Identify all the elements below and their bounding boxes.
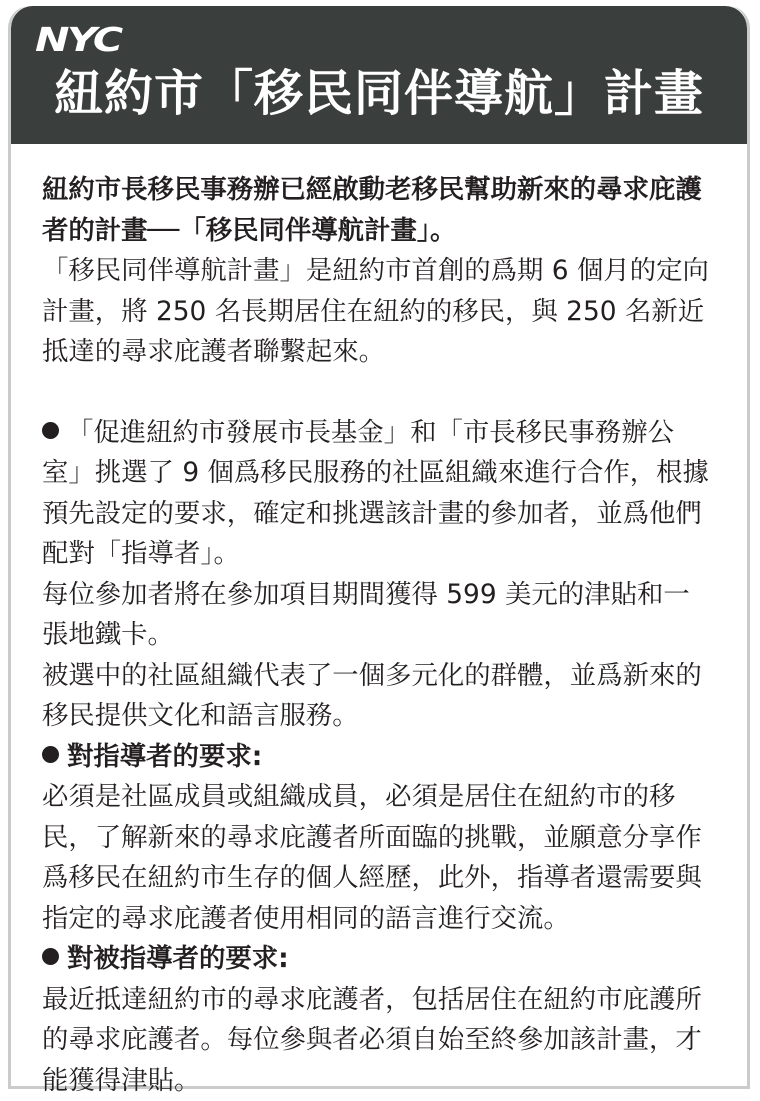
orgs-text: 被選中的社區組織代表了一個多元化的群體，並爲新來的移民提供文化和語言服務。	[42, 656, 712, 737]
bullet-icon	[42, 422, 59, 439]
partners-text: 「促進紐約市發展市長基金」和「市長移民事務辦公室」挑選了 9 個爲移民服務的社區組織來進行合作，根據預先設定的要求，確定和挑選該計畫的參加者，並爲他們配對「指導者」。	[42, 417, 709, 570]
stipend-text: 每位參加者將在參加項目期間獲得 599 美元的津貼和一張地鐵卡。	[42, 575, 712, 656]
partners-item	[42, 413, 712, 575]
spacer	[42, 373, 712, 413]
bullet-icon	[42, 948, 59, 965]
mentee-requirements-heading	[42, 939, 712, 980]
bullet-icon	[42, 746, 59, 763]
header-banner	[11, 6, 747, 144]
intro-lead: 紐約市長移民事務辦已經啟動老移民幫助新來的尋求庇護者的計畫──「移民同伴導航計畫」。	[42, 170, 712, 251]
mentee-requirements-text: 最近抵達紐約市的尋求庇護者，包括居住在紐約市庇護所的尋求庇護者。每位參與者必須自始至終參加該計畫，才能獲得津貼。	[42, 980, 712, 1101]
mentee-heading-text: 對被指導者的要求:	[67, 943, 289, 974]
intro-description: 「移民同伴導航計畫」是紐約市首創的爲期 6 個月的定向計畫，將 250 名長期居住在紐約的移民，與 250 名新近抵達的尋求庇護者聯繫起來。	[42, 251, 712, 373]
nyc-logo: NYC	[35, 20, 121, 60]
mentor-heading-text: 對指導者的要求:	[67, 741, 262, 772]
article-body	[42, 170, 712, 1101]
mentor-requirements-text: 必須是社區成員或組織成員，必須是居住在紐約市的移民，了解新來的尋求庇護者所面臨的挑戰，並願意分享作爲移民在紐約市生存的個人經歷，此外，指導者還需要與指定的尋求庇護者使用相同的語言進行交流。	[42, 777, 712, 939]
page-title: 紐約市「移民同伴導航」計畫	[11, 62, 747, 126]
mentor-requirements-heading	[42, 737, 712, 778]
